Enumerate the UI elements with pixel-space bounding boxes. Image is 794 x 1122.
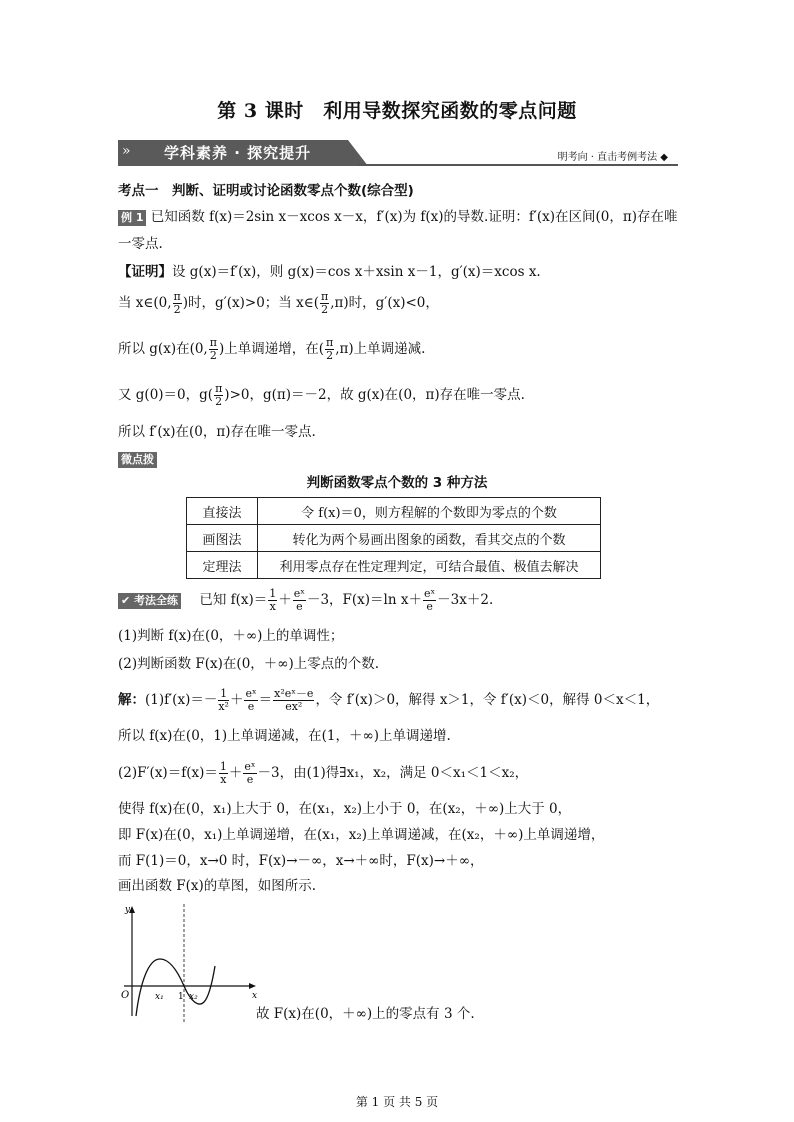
solution-line2: 所以 f(x)在(0，1)上单调递减，在(1，＋∞)上单调递增. [118, 728, 451, 744]
banner-right-text: 明考向 · 直击考例考法 ◆ [557, 152, 668, 163]
function-curve [136, 959, 215, 1016]
practice-tag: ✔ 考法全练 [118, 593, 181, 609]
x-axis-arrow-icon [249, 983, 256, 989]
proof-line3: 所以 g(x)在(0, $\frac{\pi}{2}$ )上单调递增，在( $\frac{\pi}{2}$ ,π)上单调递减. [118, 336, 426, 362]
double-chevron-icon: » [122, 143, 131, 159]
proof-line2: 当 x∈(0, $\frac{\pi}{2}$ )时，g′(x)>0；当 x∈( $\frac{\pi}{2}$ ,π)时，g′(x)<0， [118, 290, 439, 316]
one-label: 1 [178, 992, 184, 1002]
proof-line4: 又 g(0)＝0，g( $\frac{\pi}{2}$ )>0，g(π)＝－2，故 g(x)在(0，π)存在唯一零点. [118, 382, 525, 408]
banner-underline [358, 164, 678, 166]
solution-line3: (2)F′(x)＝f(x)＝ $\frac{1}{x}$ ＋ $\frac{\text{eˣ}}{e}$ －3，由(1)得∃x₁，x₂，满足 0＜x₁＜1＜x₂， [118, 760, 529, 786]
x1-label: x₁ [155, 992, 164, 1002]
x-label: x [252, 991, 258, 1001]
table-row: 直接法 令 f(x)＝0，则方程解的个数即为零点的个数 [187, 498, 601, 525]
page-title: 第 3 课时 利用导数探究函数的零点问题 [217, 100, 577, 122]
methods-table [186, 497, 601, 579]
example-problem-line2: 一零点. [118, 236, 163, 252]
solution-line7: 画出函数 F(x)的草图，如图所示. [118, 878, 317, 894]
solution-line4: 使得 f(x)在(0，x₁)上大于 0，在(x₁，x₂)上小于 0，在(x₂，＋∞)上大于 0， [118, 801, 572, 817]
methods-table-title: 判断函数零点个数的 3 种方法 [306, 475, 488, 491]
y-label: y [124, 905, 130, 915]
conclusion: 故 F(x)在(0，＋∞)上的零点有 3 个. [256, 1006, 475, 1022]
practice-given: ✔ 考法全练 已知 f(x)＝ $\frac{1}{x}$ ＋ $\frac{\text{eˣ}}{e}$ －3，F(x)＝ln x＋ $\frac{\text{eˣ}}{e}$ －3x＋2. [118, 588, 493, 613]
tip-tag: 微点拨 [118, 448, 157, 468]
question-1: (1)判断 f(x)在(0，＋∞)上的单调性； [118, 628, 344, 644]
question-2: (2)判断函数 F(x)在(0，＋∞)上零点的个数. [118, 656, 380, 672]
table-row: 定理法 利用零点存在性定理判定，可结合最值、极值去解决 [187, 552, 601, 579]
section-heading: 考点一 判断、证明或讨论函数零点个数(综合型) [118, 183, 414, 199]
page-footer: 第 1 页 共 5 页 [355, 1095, 439, 1109]
proof-line5: 所以 f′(x)在(0，π)存在唯一零点. [118, 424, 316, 440]
proof-label: 【证明】 [118, 264, 172, 280]
solution-line5: 即 F(x)在(0，x₁)上单调递增，在(x₁，x₂)上单调递减，在(x₂，＋∞)上单调递增， [118, 827, 605, 843]
function-sketch-graph [118, 904, 258, 1024]
solution-line1: 解：(1)f′(x)＝－ $\frac{1}{\text{x²}}$ ＋ $\frac{\text{eˣ}}{e}$ ＝ $\frac{\text{x²eˣ－e}}{\text{ex²}}$ ，令 f′(x)＞0，解得 x＞1，令 f′(x)＜0，解得 0＜x＜1， [118, 687, 660, 713]
x2-label: x₂ [189, 992, 198, 1002]
origin-label: O [121, 990, 130, 1001]
solution-line6: 而 F(1)＝0，x→0 时，F(x)→－∞，x→＋∞时，F(x)→＋∞， [118, 853, 484, 869]
proof-line1: 【证明】设 g(x)＝f′(x)，则 g(x)＝cos x＋xsin x－1，g′(x)＝xcos x. [118, 264, 541, 280]
banner-left-text: 学科素养 · 探究提升 [164, 144, 312, 162]
example-problem-line1: 例 1 已知函数 f(x)＝2sin x－xcos x－x，f′(x)为 f(x)的导数.证明：f′(x)在区间(0，π)存在唯 [118, 207, 678, 227]
example-tag: 例 1 [118, 210, 146, 226]
table-row: 画图法 转化为两个易画出图象的函数，看其交点的个数 [187, 525, 601, 552]
section-banner [118, 140, 678, 166]
